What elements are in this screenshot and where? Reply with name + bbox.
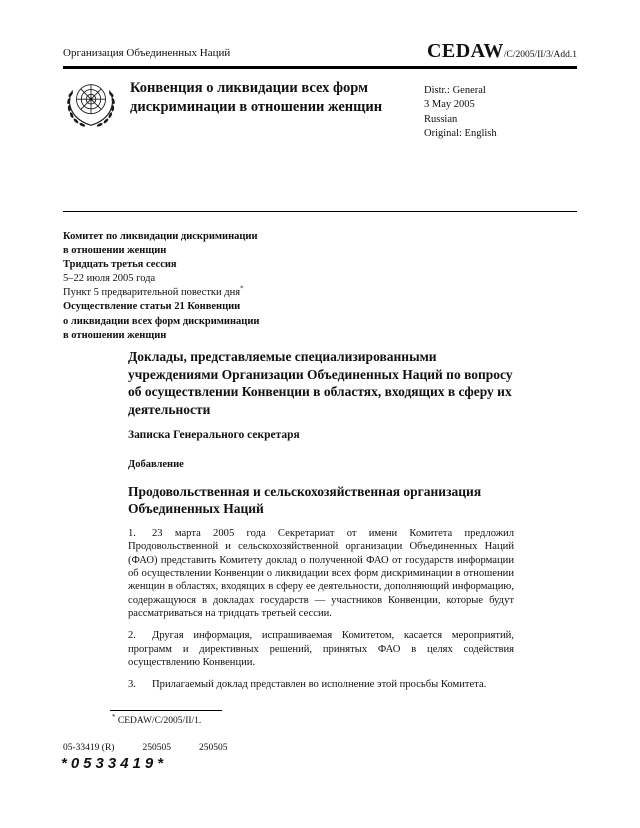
document-symbol-main: CEDAW bbox=[426, 40, 504, 62]
committee-name-line1: Комитет по ликвидации дискриминации bbox=[63, 231, 258, 242]
footer-code-1: 250505 bbox=[142, 743, 171, 753]
distr-language: Russian bbox=[424, 113, 458, 125]
distr-date: 3 May 2005 bbox=[424, 99, 475, 111]
paragraph-2 bbox=[128, 629, 514, 669]
paragraph-1-number: 1. bbox=[128, 528, 136, 539]
body-paragraphs bbox=[128, 527, 514, 701]
document-symbol-suffix: /C/2005/II/3/Add.1 bbox=[503, 50, 577, 60]
session-dates: 5–22 июля 2005 года bbox=[63, 273, 156, 285]
addendum-label: Добавление bbox=[128, 459, 184, 470]
distr-original: Original: English bbox=[424, 128, 497, 140]
un-emblem-icon bbox=[62, 76, 120, 134]
note-by-secretary-general: Записка Генерального секретаря bbox=[128, 429, 300, 441]
agenda-item-text: Пункт 5 предварительной повестки дня bbox=[63, 287, 241, 299]
paragraph-2-text: Другая информация, испрашиваемая Комитетом, касается мероприятий, программ и директивных решений, принятых ФАО в целях содействия осуществлению Конвенции. bbox=[128, 630, 514, 669]
footnote-separator bbox=[110, 710, 222, 711]
agenda-subject-line3: в отношении женщин bbox=[63, 329, 167, 341]
convention-title: Конвенция о ликвидации всех форм дискриминации в отношении женщин bbox=[130, 80, 383, 115]
footnote-text: CEDAW/C/2005/II/1. bbox=[115, 716, 202, 726]
committee-name-line2: в отношении женщин bbox=[63, 245, 167, 257]
footnote-reference-marker: * bbox=[240, 284, 244, 293]
document-job-number: 05-33419 (R) bbox=[63, 743, 115, 753]
agenda-subject-line1: Осуществление статьи 21 Конвенции bbox=[63, 301, 241, 313]
paragraph-3-text: Прилагаемый доклад представлен во исполнение этой просьбы Комитета. bbox=[152, 679, 487, 691]
footnote-marker: * bbox=[112, 712, 116, 721]
page-header bbox=[63, 40, 577, 63]
document-title: Доклады, представляемые специализированными учреждениями Организации Объединенных Наций по вопросу об осуществлении Конвенции в областях, входящих в сферу их деятельности bbox=[128, 349, 513, 417]
masthead-rule bbox=[63, 211, 577, 212]
paragraph-1-text: 23 марта 2005 года Секретариат от имени Комитета предложил Продовольственной и сельскохозяйственной организации Объединенных Наций (ФАО) представить Комитету доклад о полученной ФАО от государств информации об осуществлении Конвенции о ликвидации всех форм дискриминации в отношении женщин в областях, входящих в сферу ее деятельности, дополняющий информацию, содержащуюся в докладах государств — участников Конвенции, которые будут рассматриваться на тридцать третьей сессии. bbox=[128, 528, 514, 620]
document-symbol bbox=[427, 40, 577, 63]
fao-heading: Продовольственная и сельскохозяйственная организация Объединенных Наций bbox=[128, 484, 482, 517]
footer-code-2: 250505 bbox=[198, 743, 228, 753]
header-rule bbox=[63, 66, 577, 69]
distr-line: Distr.: General bbox=[424, 85, 486, 96]
committee-block bbox=[63, 231, 259, 344]
paragraph-3-number: 3. bbox=[128, 679, 136, 691]
footnote bbox=[112, 712, 202, 726]
organization-name: Организация Объединенных Наций bbox=[63, 47, 231, 59]
footer-codes bbox=[63, 743, 255, 753]
agenda-item bbox=[63, 284, 259, 300]
distribution-block bbox=[424, 84, 497, 142]
session-title: Тридцать третья сессия bbox=[63, 259, 177, 271]
paragraph-3 bbox=[128, 678, 514, 691]
paragraph-2-number: 2. bbox=[128, 630, 136, 642]
paragraph-1 bbox=[128, 527, 514, 620]
agenda-subject-line2: о ликвидации всех форм дискриминации bbox=[63, 315, 260, 327]
barcode-text: *0533419* bbox=[61, 755, 168, 772]
